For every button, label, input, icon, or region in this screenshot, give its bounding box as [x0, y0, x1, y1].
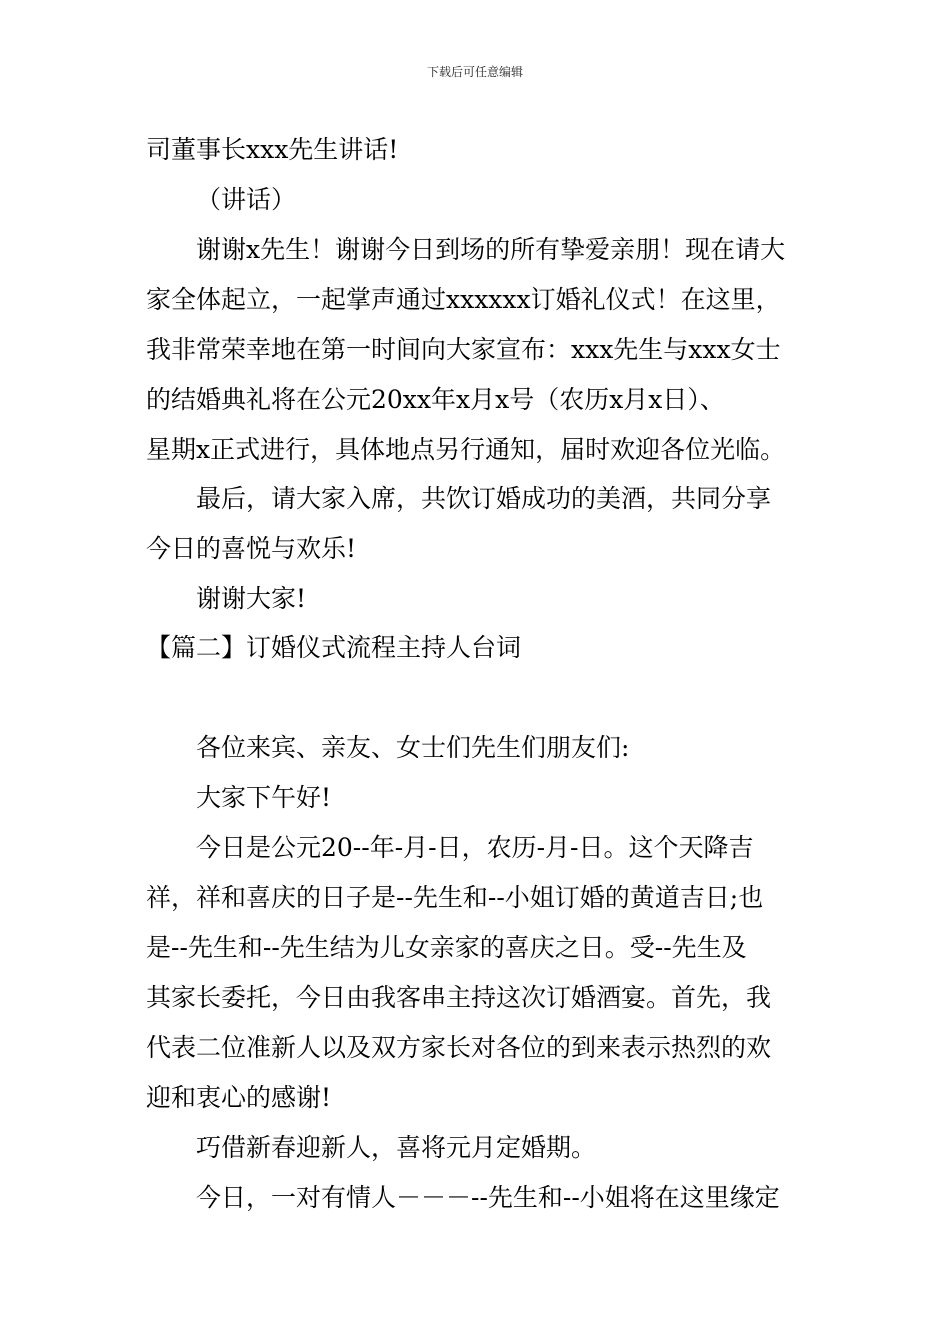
page-header: 下载后可任意编辑	[426, 65, 523, 79]
text-line: 我非常荣幸地在第一时间向大家宣布：xxx先生与xxx女士	[146, 335, 781, 364]
text-line: （讲话）	[196, 185, 297, 214]
text-line: 谢谢大家!	[196, 584, 307, 613]
text-line: 的结婚典礼将在公元20xx年x月x号（农历x月x日）、	[146, 385, 725, 414]
text-line: 祥，祥和喜庆的日子是--先生和--小姐订婚的黄道吉日;也	[146, 883, 764, 912]
text-line: 各位来宾、亲友、女士们先生们朋友们:	[196, 733, 630, 762]
text-line: 巧借新春迎新人，喜将元月定婚期。	[196, 1133, 597, 1162]
text-line: 今日的喜悦与欢乐!	[146, 534, 357, 563]
text-line: 谢谢x先生！谢谢今日到场的所有挚爱亲朋！现在请大	[196, 235, 786, 264]
text-line: 迎和衷心的感谢!	[146, 1083, 332, 1112]
text-line: 是--先生和--先生结为儿女亲家的喜庆之日。受--先生及	[146, 933, 747, 962]
text-line: 代表二位准新人以及双方家长对各位的到来表示热烈的欢	[146, 1033, 772, 1062]
text-line: 星期x正式进行，具体地点另行通知，届时欢迎各位光临。	[146, 435, 786, 464]
text-line: 今日，一对有情人－－－--先生和--小姐将在这里缘定	[196, 1183, 780, 1212]
text-line: 大家下午好!	[196, 783, 332, 812]
text-line: 最后，请大家入席，共饮订婚成功的美酒，共同分享	[196, 484, 772, 513]
section-heading: 【篇二】订婚仪式流程主持人台词	[146, 633, 522, 662]
text-line: 今日是公元20--年-月-日，农历-月-日。这个天降吉	[196, 833, 754, 862]
text-line: 家全体起立，一起掌声通过xxxxxx订婚礼仪式！在这里，	[146, 285, 781, 314]
text-line: 其家长委托，今日由我客串主持这次订婚酒宴。首先，我	[146, 983, 772, 1012]
text-line: 司董事长xxx先生讲话!	[146, 135, 399, 164]
